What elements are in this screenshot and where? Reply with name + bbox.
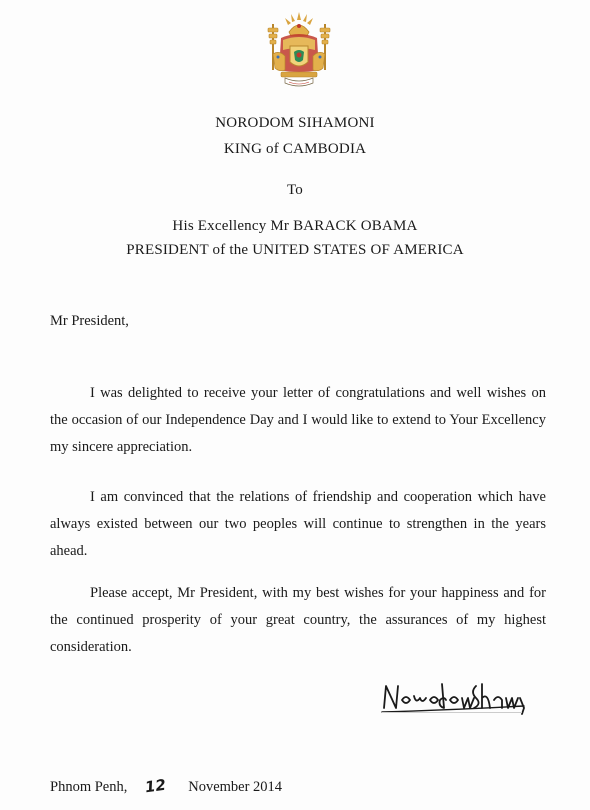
royal-arms-emblem xyxy=(259,10,339,92)
sender-title: KING of CAMBODIA xyxy=(223,141,367,157)
handwritten-signature xyxy=(378,676,528,716)
closing-place: Phnom Penh, xyxy=(50,779,128,795)
recipient-name: His Excellency Mr BARACK OBAMA xyxy=(172,218,418,234)
signature-line xyxy=(382,712,522,713)
salutation: Mr President, xyxy=(50,313,129,329)
paragraph-3: Please accept, Mr President, with my best wishes for your happiness and for the continued prosperity of your great country, the assurances of my highest consideration. xyxy=(50,585,546,655)
paragraph-1: I was delighted to receive your letter of congratulations and well wishes on the occasion of our Independence Day and I would like to extend to Your Excellency my sincere appreciation. xyxy=(50,385,546,455)
closing-month-year: November 2014 xyxy=(188,779,283,795)
paragraph-2: I am convinced that the relations of friendship and cooperation which have always existed between our two peoples will continue to strengthen in the years ahead. xyxy=(50,489,546,559)
to-label: To xyxy=(286,182,303,198)
closing-date-line xyxy=(50,777,282,796)
sender-name: NORODOM SIHAMONI xyxy=(215,115,375,131)
handwritten-day: 12 xyxy=(144,775,168,797)
recipient-title: PRESIDENT of the UNITED STATES OF AMERICA xyxy=(126,242,464,258)
